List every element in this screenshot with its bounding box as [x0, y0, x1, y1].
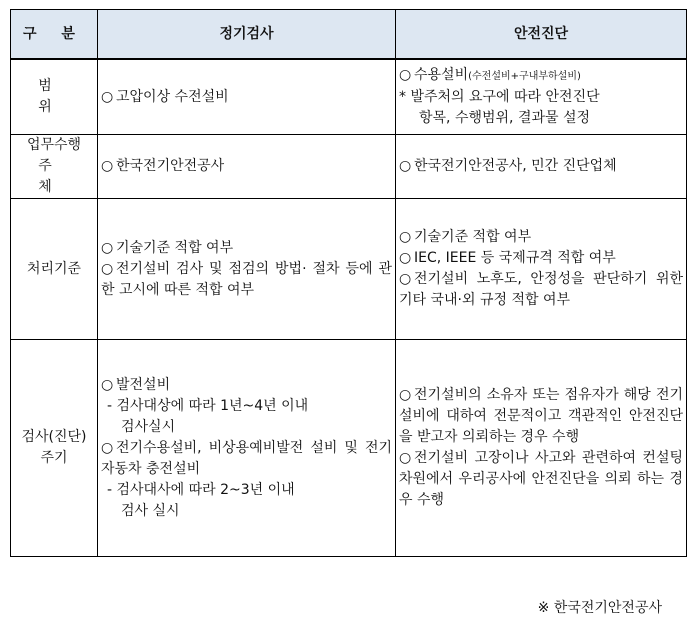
source-note: ※ 한국전기안전공사: [538, 597, 662, 617]
cell-periodic-operator: [98, 135, 396, 199]
cell-periodic-cycle: [98, 340, 396, 557]
cell-diagnosis-cycle: [396, 340, 687, 557]
cell-diagnosis-scope: [396, 59, 687, 135]
cell-periodic-scope: [98, 59, 396, 135]
list-item: ○ 전기설비 노후도, 안정성을 판단하기 위한 기타 국내·외 규정 적합 여부: [399, 269, 683, 311]
sub-item: - 검사대상에 따라 1년~4년 이내: [107, 397, 309, 414]
comparison-table: [10, 9, 687, 557]
row-label-operator: 업무수행 주 체: [11, 135, 98, 199]
list-item: ○ 전기설비 검사 및 점검의 방법· 절차 등에 관한 고시에 따른 적합 여부: [101, 259, 392, 301]
header-row: [11, 10, 687, 60]
table-row: [11, 199, 687, 340]
header-periodic-inspection: 정기검사: [98, 10, 396, 60]
cell-diagnosis-operator: [396, 135, 687, 199]
note-text-continued: 항목, 수행범위, 결과물 설정: [419, 110, 591, 126]
cell-periodic-criteria: [98, 199, 396, 340]
list-item: ○ 한국전기안전공사: [101, 156, 392, 177]
list-item: ○ 전기설비의 소유자 또는 점유자가 해당 전기설비에 대하여 전문적이고 객관적인 안전진단을 받고자 의뢰하는 경우 수행: [399, 385, 683, 448]
list-item: ○ 수용설비(수전설비+구내부하설비): [399, 65, 683, 87]
list-item: ○ 고압이상 수전설비: [101, 87, 392, 108]
row-label-criteria: 처리기준: [11, 199, 98, 340]
header-category: 구 분: [11, 10, 98, 60]
row-label-cycle: 검사(진단) 주기: [11, 340, 98, 557]
list-item: ○ 기술기준 적합 여부: [101, 238, 392, 259]
note-text: * 발주처의 요구에 따라 안전진단: [399, 87, 683, 108]
list-item: ○ 전기설비 고장이나 사고와 관련하여 컨설팅 차원에서 우리공사에 안전진단을 의뢰 하는 경우 수행: [399, 448, 683, 511]
table-row: [11, 340, 687, 557]
list-item: ○ 한국전기안전공사, 민간 진단업체: [399, 156, 683, 177]
sub-item-continued: 검사실시: [121, 418, 176, 435]
table-row: [11, 135, 687, 199]
list-item: ○ IEC, IEEE 등 국제규격 적합 여부: [399, 248, 683, 269]
row-label-scope: 범 위: [11, 59, 98, 135]
header-safety-diagnosis: 안전진단: [396, 10, 687, 60]
cell-diagnosis-criteria: [396, 199, 687, 340]
list-item: ○ 전기수용설비, 비상용예비발전 설비 및 전기자동차 충전설비: [101, 438, 392, 480]
list-item: ○ 기술기준 적합 여부: [399, 227, 683, 248]
sub-item-continued: 검사 실시: [121, 502, 180, 519]
table-row: [11, 59, 687, 135]
list-item: ○ 발전설비: [101, 375, 392, 396]
sub-item: - 검사대사에 따라 2~3년 이내: [107, 481, 295, 498]
